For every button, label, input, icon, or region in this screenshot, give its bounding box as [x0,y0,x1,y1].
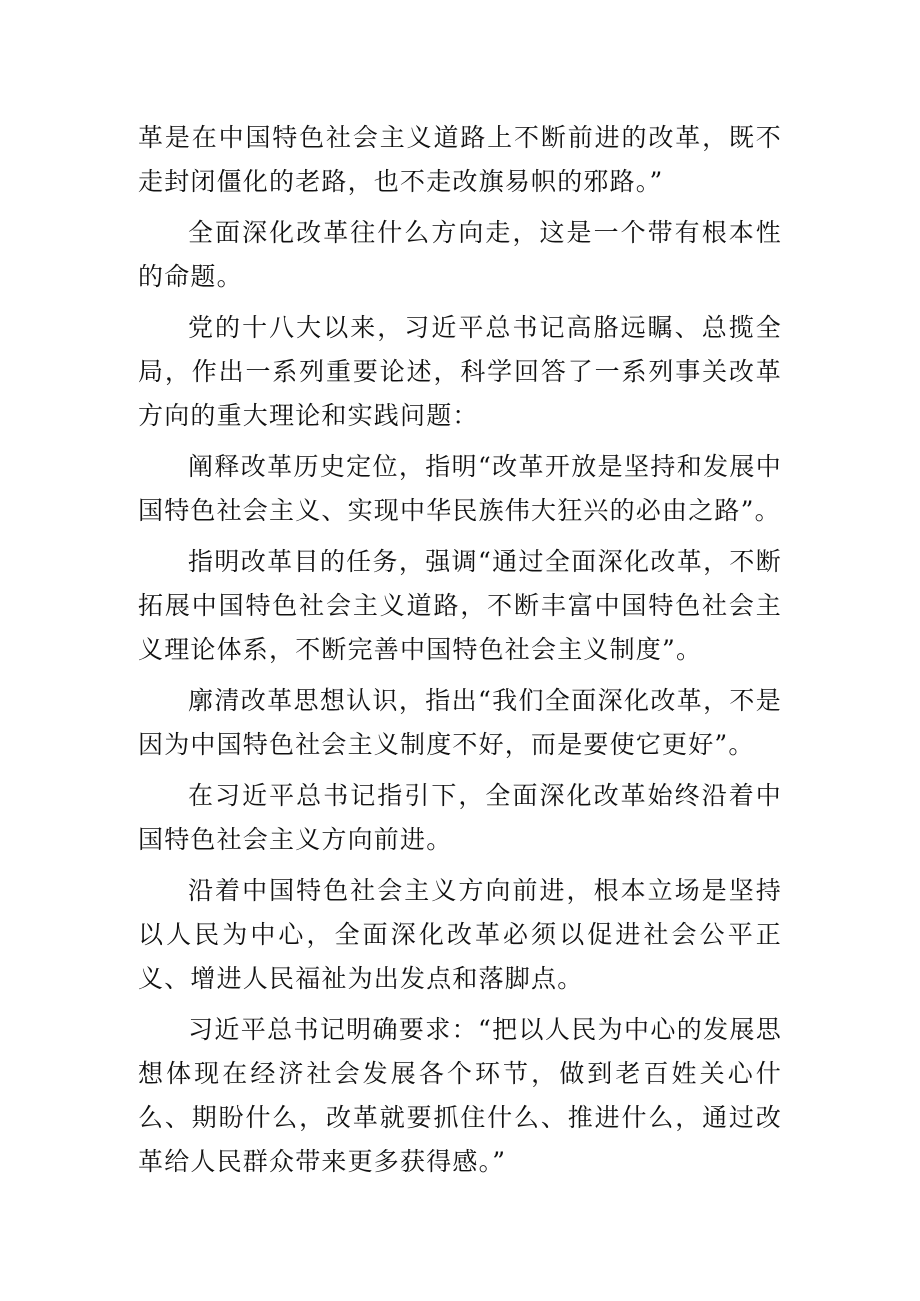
paragraph: 指明改革目的任务，强调“通过全面深化改革，不断拓展中国特色社会主义道路，不断丰富中国特色社会主义理论体系，不断完善中国特色社会主义制度”。 [138,547,782,664]
document-body [138,116,782,1191]
paragraph: 革是在中国特色社会主义道路上不断前进的改革，既不走封闭僵化的老路，也不走改旗易帜的邪路。” [138,123,782,196]
paragraph: 全面深化改革往什么方向走，这是一个带有根本性的命题。 [138,218,782,291]
paragraph: 廓清改革思想认识，指出“我们全面深化改革，不是因为中国特色社会主义制度不好，而是要使它更好”。 [138,686,782,759]
paragraph: 阐释改革历史定位，指明“改革开放是坚持和发展中国特色社会主义、实现中华民族伟大狂兴的必由之路”。 [138,452,782,525]
paragraph: 党的十八大以来，习近平总书记高胳远瞩、总揽全局，作出一系列重要论述，科学回答了一系列事关改革方向的重大理论和实践问题： [138,313,782,430]
paragraph: 习近平总书记明确要求：“把以人民为中心的发展思想体现在经济社会发展各个环节，做到老百姓关心什么、期盼什么，改革就要抓住什么、推进什么，通过改革给人民群众带来更多获得感。” [138,1015,782,1176]
paragraph: 在习近平总书记指引下，全面深化改革始终沿着中国特色社会主义方向前进。 [138,781,782,854]
paragraph: 沿着中国特色社会主义方向前进，根本立场是坚持以人民为中心，全面深化改革必须以促进社会公平正义、增进人民福祉为出发点和落脚点。 [138,876,782,993]
